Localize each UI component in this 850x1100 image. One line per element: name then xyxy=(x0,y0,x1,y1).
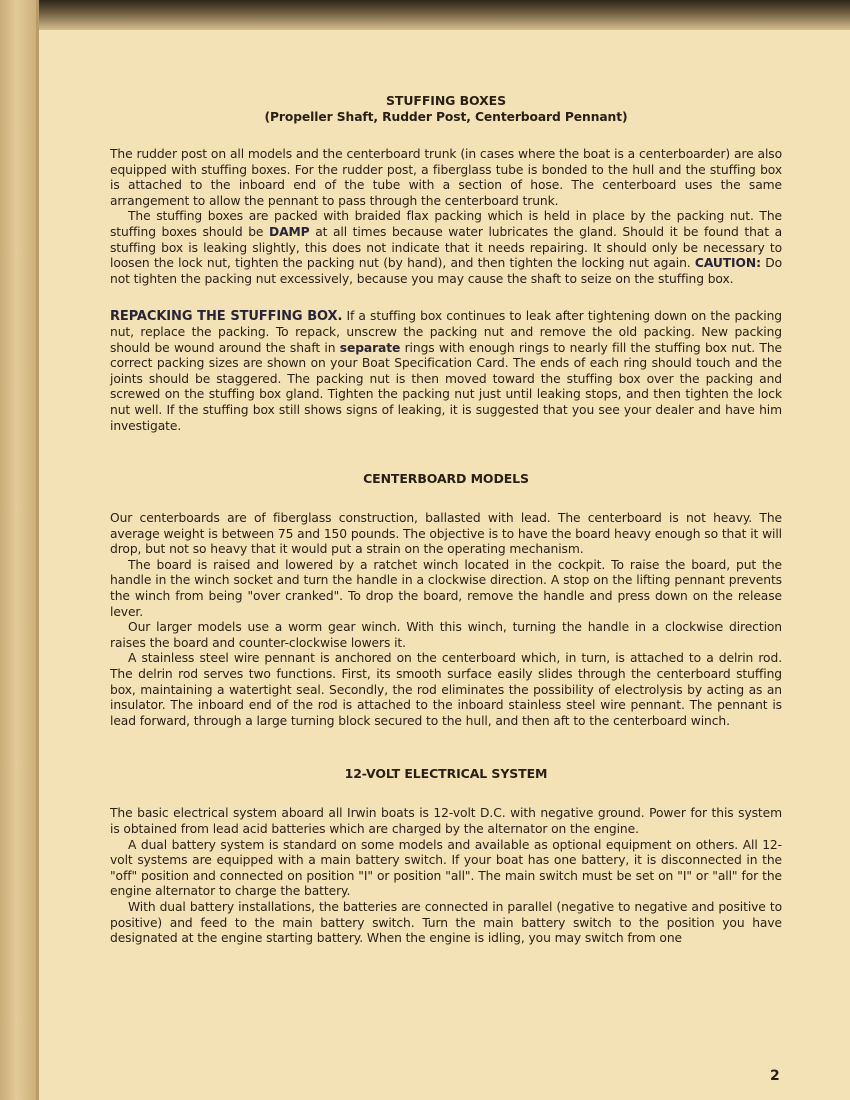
separate-emphasis: separate xyxy=(339,340,401,355)
section-subtitle-stuffing-boxes: (Propeller Shaft, Rudder Post, Centerboard Pennant) xyxy=(264,110,628,124)
electrical-paragraph-3: With dual battery installations, the batteries are connected in parallel (negative to negative and positive to positive) and feed to the main battery switch. Turn the main battery switch to the position you have designated at the engine starting battery. When the engine is idling, you may switch from one xyxy=(110,899,782,946)
section-title-stuffing-boxes: STUFFING BOXES xyxy=(386,93,506,108)
repacking-paragraph xyxy=(110,309,782,434)
paragraph-text: The stuffing boxes are packed with braided flax packing which is held in place by the packing nut. The stuffing boxes should be xyxy=(110,209,782,239)
stuffing-boxes-paragraph-2 xyxy=(110,209,782,287)
centerboard-paragraph-4: A stainless steel wire pennant is anchored on the centerboard which, in turn, is attached to a delrin rod. The delrin rod serves two functions. First, its smooth surface easily slides through the centerboard stuffing box, maintaining a watertight seal. Secondly, the rod eliminates the possibility of electrolysis by acting as an insulator. The inboard end of the rod is attached to the inboard stainless steel wire pennant. The pennant is lead forward, through a large turning block secured to the hull, and then aft to the centerboard winch. xyxy=(110,651,782,728)
centerboard-paragraph-2: The board is raised and lowered by a ratchet winch located in the cockpit. To raise the board, put the handle in the winch socket and turn the handle in a clockwise direction. A stop on the lifting pennant prevents the winch from being "over cranked". To drop the board, remove the handle and press down on the release lever. xyxy=(110,557,782,619)
page-binding xyxy=(0,0,36,1100)
page-content xyxy=(110,92,782,947)
stuffing-boxes-paragraph-1: The rudder post on all models and the centerboard trunk (in cases where the boat is a centerboarder) are also equipped with stuffing boxes. For the rudder post, a fiberglass tube is bonded to the hull and the stuffing box is attached to the inboard end of the tube with a section of hose. The centerboard uses the same arrangement to allow the pennant to pass through the centerboard trunk. xyxy=(110,147,782,208)
electrical-paragraph-2: A dual battery system is standard on some models and available as optional equipment on others. All 12-volt systems are equipped with a main battery switch. If your boat has one battery, it is disconnected in the "off" position and connected on position "I" or position "all". The main switch must be set on "I" or "all" for the engine alternator to charge the battery. xyxy=(110,837,782,899)
scan-top-shadow xyxy=(0,0,850,30)
electrical-paragraph-1: The basic electrical system aboard all Irwin boats is 12-volt D.C. with negative ground. Power for this system is obtained from lead acid batteries which are charged by the alternator on the engine. xyxy=(110,806,782,836)
centerboard-paragraph-1: Our centerboards are of fiberglass construction, ballasted with lead. The centerboard is not heavy. The average weight is between 75 and 150 pounds. The objective is to have the board heavy enough so that it will drop, but not so heavy that it would put a strain on the operating mechanism. xyxy=(110,511,782,557)
centerboard-paragraph-3: Our larger models use a worm gear winch. With this winch, turning the handle in a clockwise direction raises the board and counter-clockwise lowers it. xyxy=(110,620,782,650)
page-number: 2 xyxy=(770,1068,780,1084)
paragraph-text: rings with enough rings to nearly fill the stuffing box nut. The correct packing sizes are shown on your Boat Specification Card. The ends of each ring should touch and the joints should be staggered. The packing nut is then moved toward the stuffing box over the packing and screwed on the stuffing box gland. Tighten the packing nut just until leaking stops, and then tighten the lock nut well. If the stuffing box still shows signs of leaking, it is suggested that you see your dealer and have him investigate. xyxy=(110,340,782,433)
section-title-electrical: 12-VOLT ELECTRICAL SYSTEM xyxy=(344,766,548,782)
repacking-runin-heading: REPACKING THE STUFFING BOX. xyxy=(110,309,343,325)
paragraph-text: at all times because water lubricates the gland. Should it be found that a stuffing box is leaking slightly, this does not indicate that it needs repairing. It should only be necessary to loosen the lock nut, tighten the packing nut (by hand), and then tighten the locking nut again. xyxy=(110,224,782,271)
paragraph-text: Do not tighten the packing nut excessively, because you may cause the shaft to seize on the stuffing box. xyxy=(110,256,782,286)
section-title-centerboard: CENTERBOARD MODELS xyxy=(363,471,529,487)
caution-label: CAUTION: xyxy=(694,256,761,271)
damp-emphasis: DAMP xyxy=(269,224,310,239)
paragraph-text: If a stuffing box continues to leak after tightening down on the packing nut, replace the packing. To repack, unscrew the packing nut and remove the old packing. New packing should be wound around the shaft in xyxy=(110,309,782,355)
